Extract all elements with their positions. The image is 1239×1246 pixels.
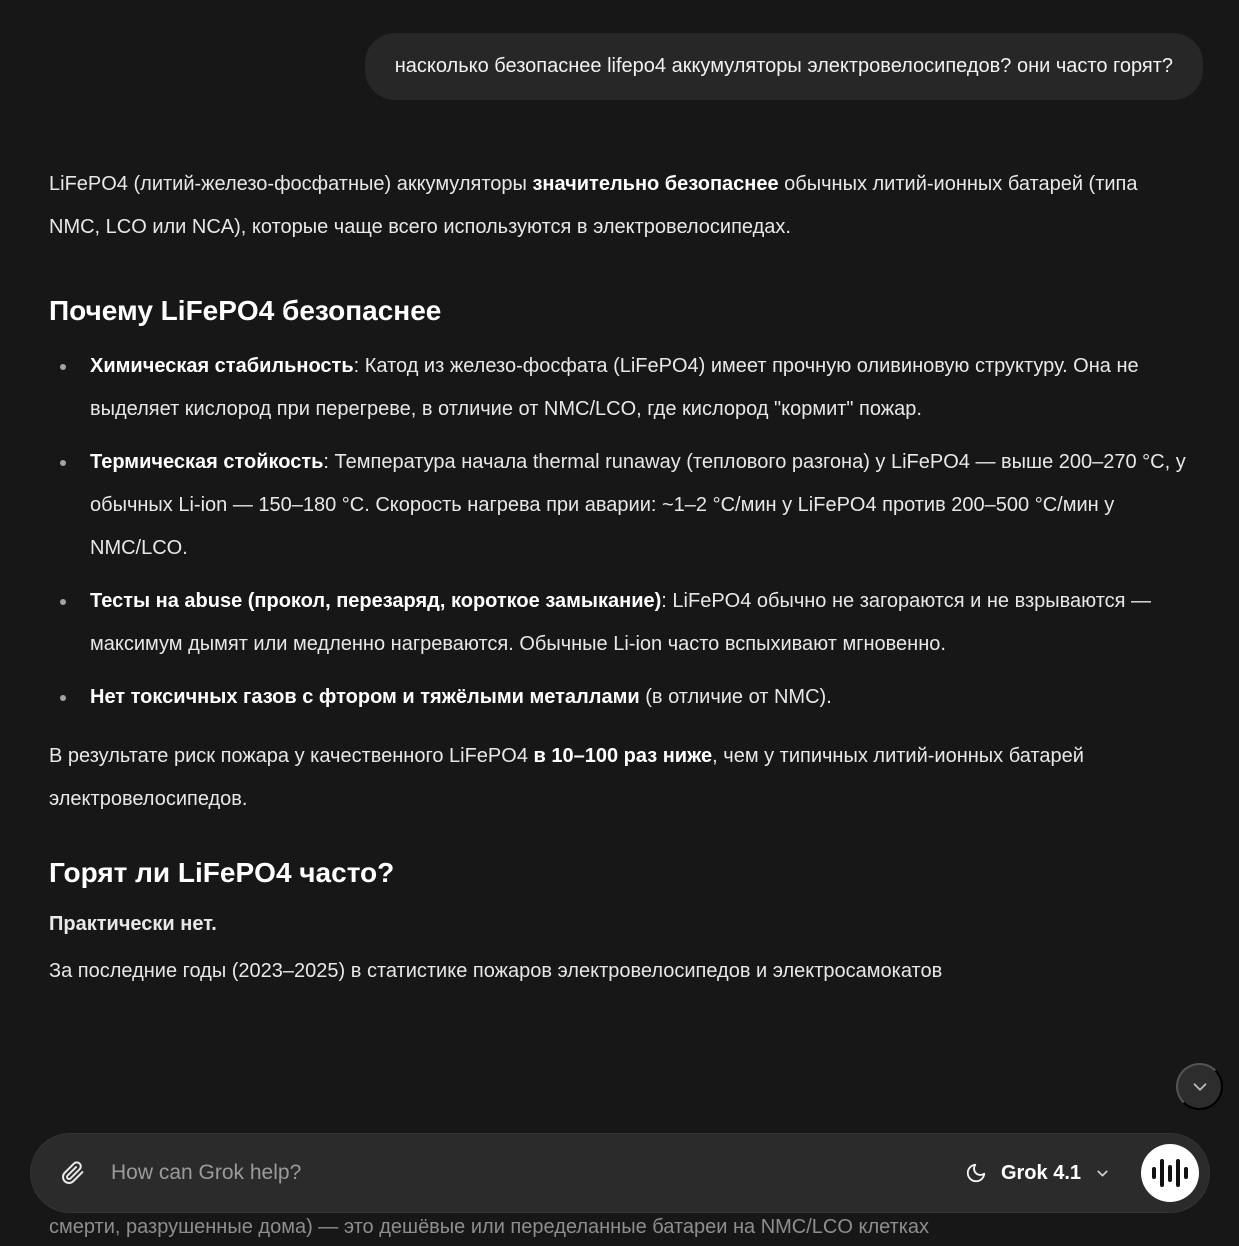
bullet-rest: : LiFePO4 обычно не загораются и не взрываются — максимум дымят или медленно нагреваются. Обычные Li-ion часто вспыхивают мгновенно. (90, 590, 1152, 655)
paperclip-icon (61, 1161, 85, 1185)
bullet-lead: Термическая стойкость (90, 451, 324, 473)
user-message-row (0, 33, 1203, 100)
voice-waveform-icon (1150, 1159, 1190, 1187)
section-heading-do-they-burn: Горят ли LiFePO4 часто? (49, 857, 395, 888)
intro-text: LiFePO4 (литий-железо-фосфатные) аккумуляторы (49, 173, 533, 195)
bullet-rest: (в отличие от NMC). (639, 686, 832, 708)
user-message-text: насколько безопаснее lifepo4 аккумуляторы электровелосипедов? они часто горят? (394, 55, 1173, 77)
composer-right-controls (959, 1144, 1199, 1202)
chat-input[interactable] (111, 1161, 959, 1185)
bullet-lead: Тесты на abuse (прокол, перезаряд, короткое замыкание) (90, 590, 662, 612)
section-heading-why-safer: Почему LiFePO4 безопаснее (49, 295, 442, 326)
moon-icon (965, 1162, 987, 1184)
assistant-response (49, 163, 1190, 993)
intro-bold: значительно безопаснее (532, 173, 779, 195)
result-text-2: , чем у типичных литий-ионных батарей электровелосипедов. (49, 745, 1084, 810)
bullet-lead: Нет токсичных газов с фтором и тяжёлыми металлами (90, 686, 640, 708)
bullet-rest: : Катод из железо-фосфата (LiFePO4) имеет прочную оливиновую структуру. Она не выделяет кислород при перегреве, в отличие от NMC/LCO, где кислород "кормит" пожар. (90, 355, 1139, 420)
chevron-down-icon (1094, 1165, 1111, 1182)
answer-line: За последние годы (2023–2025) в статистике пожаров электровелосипедов и электросамокатов (49, 960, 943, 982)
scroll-down-chevron-icon (1189, 1076, 1211, 1098)
model-selector-button[interactable] (959, 1154, 1117, 1193)
clipped-background-text: смерти, разрушенные дома) — это дешёвые или переделанные батареи на NMC/LCO клетках (49, 1216, 930, 1238)
user-message-bubble (365, 33, 1203, 100)
model-label: Grok 4.1 (1000, 1161, 1081, 1184)
intro-text-2: обычных литий-ионных батарей (типа NMC, LCO или NCA), которые чаще всего используются в электровелосипедах. (49, 173, 1138, 238)
list-item (49, 676, 1190, 719)
voice-mode-button[interactable] (1141, 1144, 1199, 1202)
bullet-lead: Химическая стабильность (90, 355, 354, 377)
attach-button[interactable] (55, 1155, 91, 1191)
list-item (49, 441, 1190, 570)
bullet-rest: : Температура начала thermal runaway (теплового разгона) у LiFePO4 — выше 200–270 °C, у обычных Li-ion — 150–180 °C. Скорость нагрева при аварии: ~1–2 °C/мин у LiFePO4 против 200–500 °C/мин у NMC/LCO. (90, 451, 1186, 559)
result-bold: в 10–100 раз ниже (533, 745, 713, 767)
result-text: В результате риск пожара у качественного LiFePO4 (49, 745, 534, 767)
composer-bar (30, 1133, 1210, 1213)
answer-lead: Практически нет. (49, 913, 217, 935)
list-item (49, 345, 1190, 431)
result-paragraph (49, 735, 1190, 821)
scroll-to-bottom-button[interactable] (1176, 1063, 1223, 1110)
list-item (49, 580, 1190, 666)
intro-paragraph (49, 163, 1190, 249)
safety-bullet-list (49, 345, 1190, 719)
